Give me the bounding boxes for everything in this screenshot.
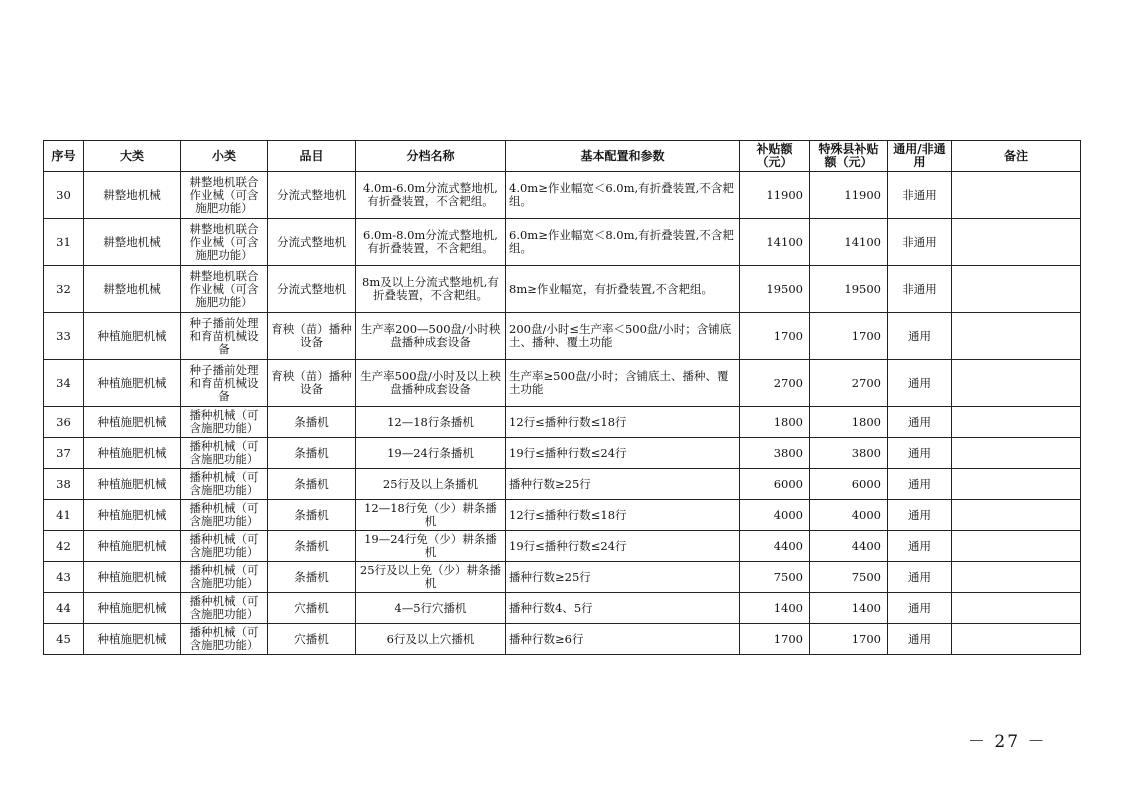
- header-serial: 序号: [44, 141, 84, 172]
- cell-subsidy: 6000: [740, 469, 810, 500]
- cell-special-subsidy: 3800: [810, 438, 888, 469]
- cell-remarks: [952, 531, 1081, 562]
- table-row: [44, 562, 1081, 593]
- cell-serial: 38: [44, 469, 84, 500]
- cell-subcategory: 耕整地机联合作业械（可含施肥功能）: [181, 219, 268, 266]
- table-row: [44, 407, 1081, 438]
- header-special-subsidy: 特殊县补贴额（元）: [810, 141, 888, 172]
- cell-config: 19行≤播种行数≤24行: [506, 438, 740, 469]
- cell-remarks: [952, 313, 1081, 360]
- cell-category: 种植施肥机械: [84, 313, 181, 360]
- cell-remarks: [952, 360, 1081, 407]
- cell-item: 条播机: [268, 531, 356, 562]
- cell-subsidy: 1700: [740, 624, 810, 655]
- cell-special-subsidy: 11900: [810, 172, 888, 219]
- cell-subcategory: 播种机械（可含施肥功能）: [181, 531, 268, 562]
- cell-item: 穴播机: [268, 624, 356, 655]
- cell-special-subsidy: 4400: [810, 531, 888, 562]
- cell-subcategory: 耕整地机联合作业械（可含施肥功能）: [181, 266, 268, 313]
- cell-remarks: [952, 407, 1081, 438]
- cell-category: 种植施肥机械: [84, 500, 181, 531]
- cell-category: 种植施肥机械: [84, 624, 181, 655]
- header-config: 基本配置和参数: [506, 141, 740, 172]
- subsidy-table: [43, 140, 1081, 655]
- cell-category: 种植施肥机械: [84, 562, 181, 593]
- cell-item: 条播机: [268, 407, 356, 438]
- table-row: [44, 593, 1081, 624]
- cell-general: 通用: [888, 407, 952, 438]
- cell-serial: 32: [44, 266, 84, 313]
- cell-remarks: [952, 593, 1081, 624]
- cell-config: 播种行数≥25行: [506, 562, 740, 593]
- cell-general: 通用: [888, 360, 952, 407]
- header-subsidy: 补贴额（元）: [740, 141, 810, 172]
- cell-remarks: [952, 500, 1081, 531]
- cell-subsidy: 1400: [740, 593, 810, 624]
- cell-subcategory: 播种机械（可含施肥功能）: [181, 438, 268, 469]
- cell-tier-name: 25行及以上条播机: [356, 469, 506, 500]
- cell-category: 耕整地机械: [84, 172, 181, 219]
- cell-general: 通用: [888, 624, 952, 655]
- table-row: [44, 531, 1081, 562]
- cell-subcategory: 种子播前处理和育苗机械设备: [181, 313, 268, 360]
- cell-item: 条播机: [268, 438, 356, 469]
- cell-serial: 43: [44, 562, 84, 593]
- cell-serial: 36: [44, 407, 84, 438]
- cell-serial: 37: [44, 438, 84, 469]
- cell-subcategory: 播种机械（可含施肥功能）: [181, 593, 268, 624]
- cell-tier-name: 生产率200—500盘/小时秧盘播种成套设备: [356, 313, 506, 360]
- cell-subcategory: 播种机械（可含施肥功能）: [181, 500, 268, 531]
- cell-category: 耕整地机械: [84, 219, 181, 266]
- header-remarks: 备注: [952, 141, 1081, 172]
- cell-tier-name: 25行及以上免（少）耕条播机: [356, 562, 506, 593]
- header-subcategory: 小类: [181, 141, 268, 172]
- cell-config: 8m≥作业幅宽，有折叠装置,不含耙组。: [506, 266, 740, 313]
- cell-special-subsidy: 1700: [810, 313, 888, 360]
- cell-category: 种植施肥机械: [84, 531, 181, 562]
- table-row: [44, 219, 1081, 266]
- cell-tier-name: 12—18行条播机: [356, 407, 506, 438]
- table-row: [44, 313, 1081, 360]
- cell-subsidy: 7500: [740, 562, 810, 593]
- cell-subcategory: 种子播前处理和育苗机械设备: [181, 360, 268, 407]
- header-general: 通用/非通用: [888, 141, 952, 172]
- cell-config: 19行≤播种行数≤24行: [506, 531, 740, 562]
- cell-subcategory: 播种机械（可含施肥功能）: [181, 469, 268, 500]
- cell-remarks: [952, 219, 1081, 266]
- cell-special-subsidy: 14100: [810, 219, 888, 266]
- cell-remarks: [952, 172, 1081, 219]
- cell-special-subsidy: 1800: [810, 407, 888, 438]
- cell-serial: 30: [44, 172, 84, 219]
- cell-category: 种植施肥机械: [84, 438, 181, 469]
- cell-item: 育秧（苗）播种设备: [268, 360, 356, 407]
- cell-serial: 33: [44, 313, 84, 360]
- cell-item: 育秧（苗）播种设备: [268, 313, 356, 360]
- cell-serial: 45: [44, 624, 84, 655]
- cell-tier-name: 12—18行免（少）耕条播机: [356, 500, 506, 531]
- cell-config: 12行≤播种行数≤18行: [506, 500, 740, 531]
- header-category: 大类: [84, 141, 181, 172]
- table-header-row: [44, 141, 1081, 172]
- cell-special-subsidy: 1400: [810, 593, 888, 624]
- cell-config: 6.0m≥作业幅宽＜8.0m,有折叠装置,不含耙组。: [506, 219, 740, 266]
- cell-tier-name: 8m及以上分流式整地机,有折叠装置，不含耙组。: [356, 266, 506, 313]
- cell-subsidy: 4400: [740, 531, 810, 562]
- cell-subsidy: 3800: [740, 438, 810, 469]
- cell-tier-name: 生产率500盘/小时及以上秧盘播种成套设备: [356, 360, 506, 407]
- cell-serial: 31: [44, 219, 84, 266]
- cell-category: 耕整地机械: [84, 266, 181, 313]
- cell-tier-name: 4—5行穴播机: [356, 593, 506, 624]
- header-tier-name: 分档名称: [356, 141, 506, 172]
- cell-item: 条播机: [268, 562, 356, 593]
- cell-subsidy: 11900: [740, 172, 810, 219]
- cell-config: 200盘/小时≤生产率＜500盘/小时；含铺底土、播种、覆土功能: [506, 313, 740, 360]
- cell-subcategory: 播种机械（可含施肥功能）: [181, 562, 268, 593]
- cell-general: 通用: [888, 438, 952, 469]
- cell-config: 播种行数≥6行: [506, 624, 740, 655]
- cell-subsidy: 19500: [740, 266, 810, 313]
- cell-config: 4.0m≥作业幅宽＜6.0m,有折叠装置,不含耙组。: [506, 172, 740, 219]
- table-row: [44, 500, 1081, 531]
- cell-special-subsidy: 4000: [810, 500, 888, 531]
- cell-special-subsidy: 6000: [810, 469, 888, 500]
- table-row: [44, 266, 1081, 313]
- cell-special-subsidy: 1700: [810, 624, 888, 655]
- page-number: － 27 －: [968, 732, 1047, 752]
- table-row: [44, 360, 1081, 407]
- cell-config: 生产率≥500盘/小时；含铺底土、播种、覆土功能: [506, 360, 740, 407]
- cell-general: 通用: [888, 469, 952, 500]
- cell-tier-name: 6行及以上穴播机: [356, 624, 506, 655]
- cell-serial: 42: [44, 531, 84, 562]
- cell-remarks: [952, 266, 1081, 313]
- cell-subsidy: 1700: [740, 313, 810, 360]
- cell-general: 非通用: [888, 266, 952, 313]
- cell-tier-name: 6.0m-8.0m分流式整地机,有折叠装置，不含耙组。: [356, 219, 506, 266]
- cell-item: 分流式整地机: [268, 219, 356, 266]
- cell-category: 种植施肥机械: [84, 360, 181, 407]
- cell-category: 种植施肥机械: [84, 469, 181, 500]
- cell-special-subsidy: 2700: [810, 360, 888, 407]
- cell-tier-name: 4.0m-6.0m分流式整地机,有折叠装置，不含耙组。: [356, 172, 506, 219]
- cell-tier-name: 19—24行免（少）耕条播机: [356, 531, 506, 562]
- cell-item: 条播机: [268, 469, 356, 500]
- cell-remarks: [952, 438, 1081, 469]
- cell-subcategory: 播种机械（可含施肥功能）: [181, 624, 268, 655]
- cell-general: 非通用: [888, 172, 952, 219]
- cell-general: 通用: [888, 593, 952, 624]
- cell-remarks: [952, 562, 1081, 593]
- header-item: 品目: [268, 141, 356, 172]
- cell-subcategory: 耕整地机联合作业械（可含施肥功能）: [181, 172, 268, 219]
- cell-category: 种植施肥机械: [84, 407, 181, 438]
- cell-config: 播种行数≥25行: [506, 469, 740, 500]
- table-row: [44, 438, 1081, 469]
- cell-serial: 41: [44, 500, 84, 531]
- cell-remarks: [952, 469, 1081, 500]
- cell-subcategory: 播种机械（可含施肥功能）: [181, 407, 268, 438]
- cell-serial: 34: [44, 360, 84, 407]
- cell-general: 通用: [888, 313, 952, 360]
- cell-item: 穴播机: [268, 593, 356, 624]
- cell-item: 分流式整地机: [268, 266, 356, 313]
- cell-remarks: [952, 624, 1081, 655]
- cell-item: 条播机: [268, 500, 356, 531]
- cell-special-subsidy: 19500: [810, 266, 888, 313]
- cell-special-subsidy: 7500: [810, 562, 888, 593]
- cell-config: 12行≤播种行数≤18行: [506, 407, 740, 438]
- cell-general: 通用: [888, 500, 952, 531]
- cell-serial: 44: [44, 593, 84, 624]
- cell-item: 分流式整地机: [268, 172, 356, 219]
- cell-config: 播种行数4、5行: [506, 593, 740, 624]
- cell-subsidy: 14100: [740, 219, 810, 266]
- table-row: [44, 172, 1081, 219]
- cell-tier-name: 19—24行条播机: [356, 438, 506, 469]
- cell-general: 非通用: [888, 219, 952, 266]
- cell-category: 种植施肥机械: [84, 593, 181, 624]
- cell-subsidy: 2700: [740, 360, 810, 407]
- cell-general: 通用: [888, 562, 952, 593]
- table-row: [44, 624, 1081, 655]
- cell-subsidy: 4000: [740, 500, 810, 531]
- table-row: [44, 469, 1081, 500]
- cell-general: 通用: [888, 531, 952, 562]
- cell-subsidy: 1800: [740, 407, 810, 438]
